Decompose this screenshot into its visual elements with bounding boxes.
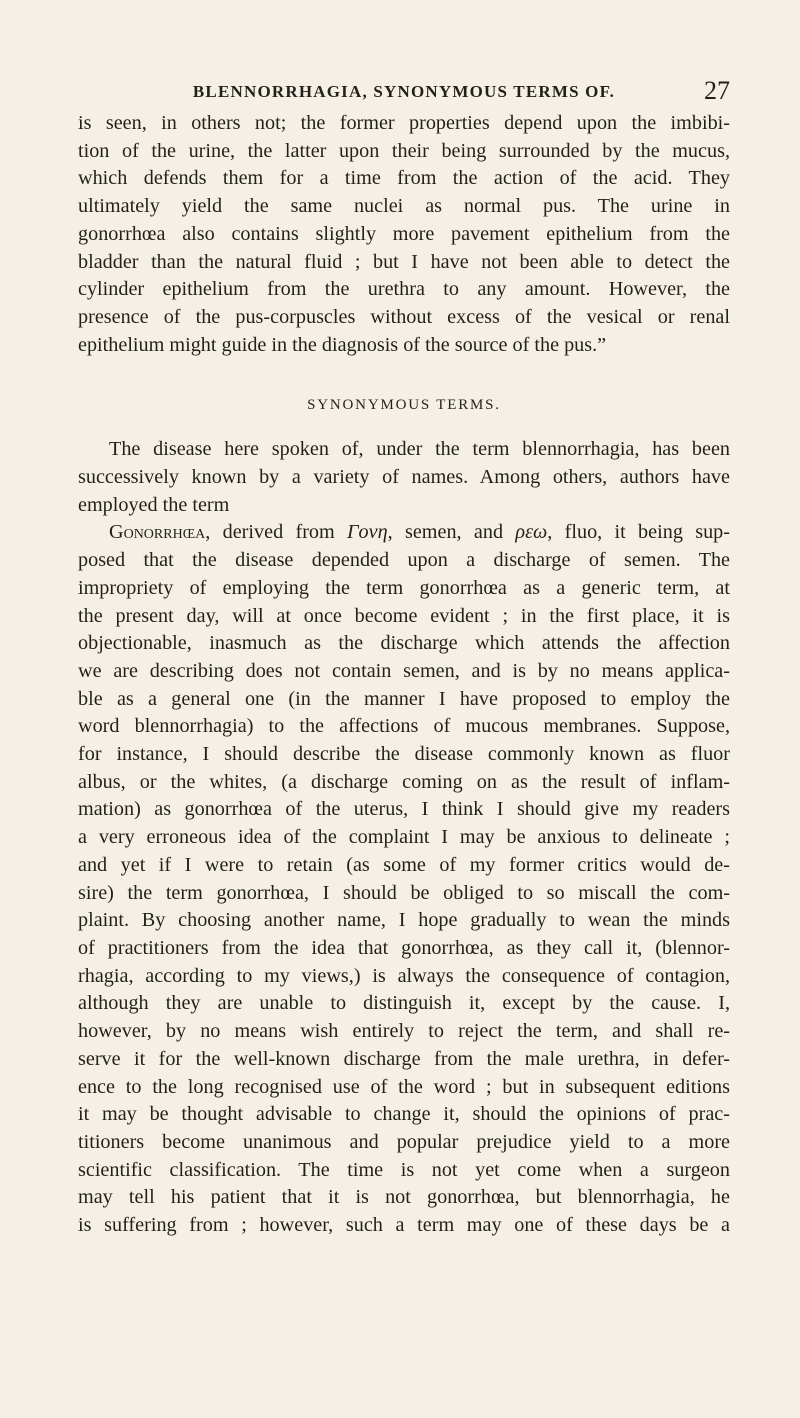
text-line: rhagia, according to my views,) is always the consequence of contagion,	[78, 964, 730, 987]
text-line: although they are unable to distinguish it, except by the cause. I,	[78, 992, 730, 1015]
text-line: presence of the pus-corpuscles without excess of the vesical or renal	[78, 305, 730, 328]
text-line: which defends them for a time from the action of the acid. They	[78, 167, 730, 190]
text-line: sire) the term gonorrhœa, I should be obliged to so miscall the com-	[78, 881, 730, 904]
text-line: is seen, in others not; the former properties depend upon the imbibi-	[78, 112, 730, 134]
text-line: mation) as gonorrhœa of the uterus, I think I should give my readers	[78, 798, 730, 821]
text-line: Gonorrhœa, derived from Γονη, semen, and ρεω, fluo, it being sup-	[109, 521, 730, 544]
text-line: a very erroneous idea of the complaint I may be anxious to delineate ;	[78, 826, 730, 849]
text-line: gonorrhœa also contains slightly more pavement epithelium from the	[78, 222, 730, 245]
text-line: cylinder epithelium from the urethra to any amount. However, the	[78, 278, 730, 301]
book-page	[78, 70, 730, 1240]
text-line: scientific classification. The time is not yet come when a surgeon	[78, 1158, 730, 1181]
paragraph-continued	[78, 110, 730, 359]
text-line: epithelium might guide in the diagnosis of the source of the pus.”	[78, 333, 607, 356]
text-line: the present day, will at once become evident ; in the first place, it is	[78, 604, 730, 627]
text-line: ble as a general one (in the manner I have proposed to employ the	[78, 687, 730, 710]
text-line: tion of the urine, the latter upon their being surrounded by the mucus,	[78, 139, 730, 162]
paragraph-gonorrhoea	[78, 519, 730, 1239]
text-line: titioners become unanimous and popular prejudice yield to a more	[78, 1130, 730, 1153]
section-heading: SYNONYMOUS TERMS.	[307, 397, 501, 414]
text-line: impropriety of employing the term gonorrhœa as a generic term, at	[78, 576, 730, 599]
text-line: it may be thought advisable to change it, should the opinions of prac-	[78, 1103, 730, 1126]
page-number: 27	[704, 76, 730, 105]
paragraph-synonyms-intro	[78, 436, 730, 519]
text-line: employed the term	[78, 493, 230, 516]
text-line: albus, or the whites, (a discharge coming on as the result of inflam-	[78, 770, 730, 793]
text-line: plaint. By choosing another name, I hope gradually to wean the minds	[78, 909, 730, 932]
greek-word: Γονη	[347, 521, 388, 544]
text-line: for instance, I should describe the disease commonly known as fluor	[78, 743, 730, 766]
text-line: we are describing does not contain semen, and is by no means applica-	[78, 659, 730, 682]
text-line: is suffering from ; however, such a term may one of these days be a	[78, 1214, 730, 1237]
text-line: objectionable, inasmuch as the discharge which attends the affection	[78, 632, 730, 655]
text-line: The disease here spoken of, under the term blennorrhagia, has been	[109, 438, 730, 461]
running-title: BLENNORRHAGIA, SYNONYMOUS TERMS OF.	[192, 82, 616, 101]
running-head	[78, 70, 730, 110]
text-line: bladder than the natural fluid ; but I have not been able to detect the	[78, 250, 730, 273]
text-line: and yet if I were to retain (as some of my former critics would de-	[78, 853, 730, 876]
text-line: successively known by a variety of names. Among others, authors have	[78, 466, 730, 489]
text-line: posed that the disease depended upon a discharge of semen. The	[78, 549, 730, 572]
text-line: ence to the long recognised use of the word ; but in subsequent editions	[78, 1075, 730, 1098]
text-line: however, by no means wish entirely to reject the term, and shall re-	[78, 1020, 730, 1043]
text-line: of practitioners from the idea that gonorrhœa, as they call it, (blennor-	[78, 936, 730, 959]
text-line: word blennorrhagia) to the affections of mucous membranes. Suppose,	[78, 715, 730, 738]
term-gonorrhoea: Gonorrhœa	[109, 521, 206, 544]
greek-word: ρεω	[515, 521, 548, 544]
text-line: ultimately yield the same nuclei as normal pus. The urine in	[78, 195, 730, 218]
text-line: may tell his patient that it is not gonorrhœa, but blennorrhagia, he	[78, 1186, 730, 1209]
text-line: serve it for the well-known discharge from the male urethra, in defer-	[78, 1047, 730, 1070]
